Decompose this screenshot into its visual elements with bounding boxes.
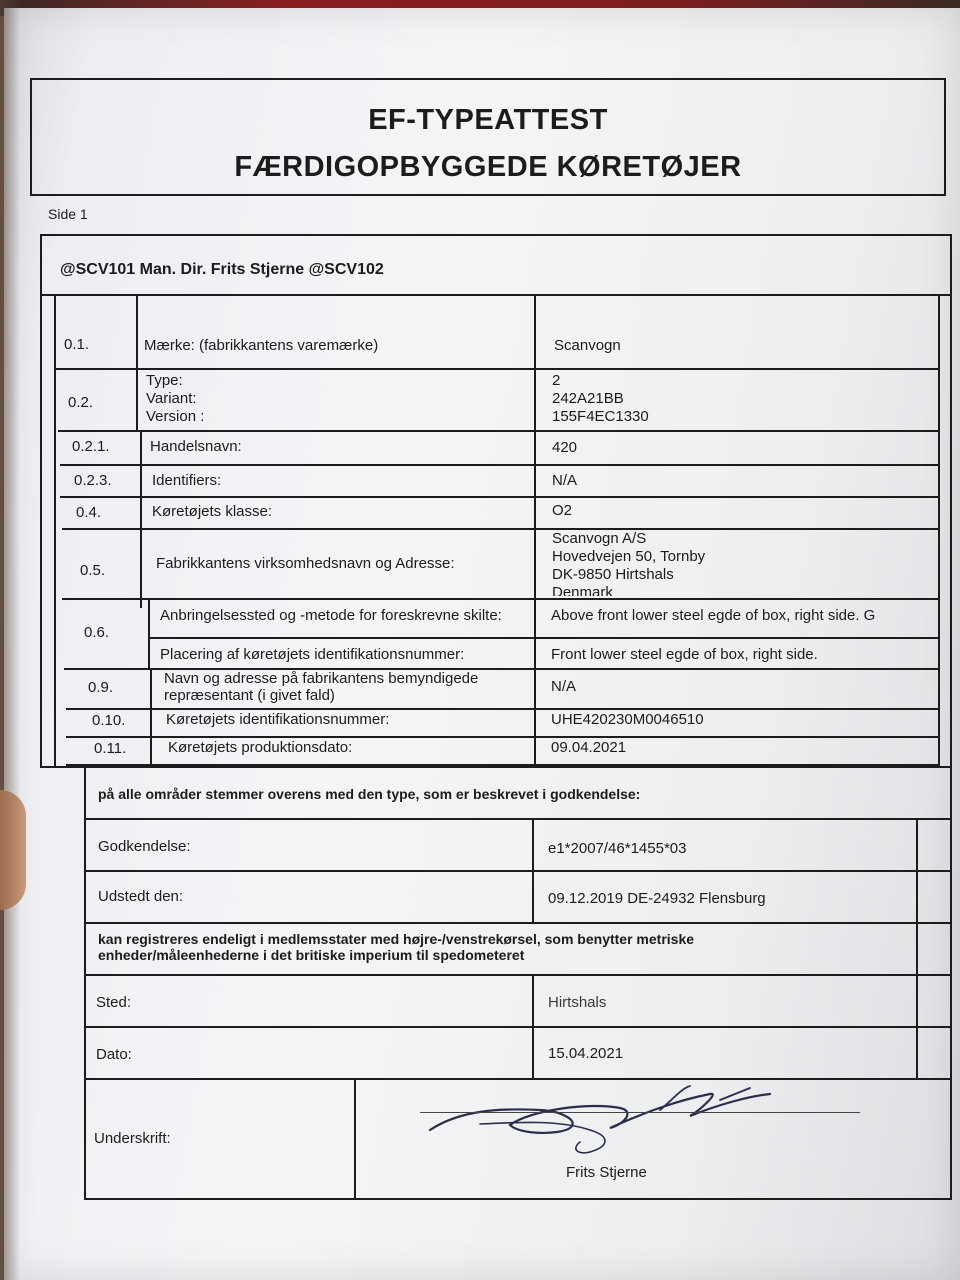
- row-divider: [56, 368, 940, 370]
- row-label: Handelsnavn:: [150, 438, 242, 455]
- row-value: Denmark: [552, 584, 613, 596]
- issuer-row: [42, 236, 950, 296]
- registration-statement-line: enheder/måleenhederne i det britiske imperium til spedometeret: [98, 947, 525, 963]
- date-label: Dato:: [96, 1046, 132, 1063]
- row-label: Køretøjets identifikationsnummer:: [166, 711, 390, 728]
- section-right-border: [916, 818, 918, 1078]
- issuer-text: @SCV101 Man. Dir. Frits Stjerne @SCV102: [60, 261, 384, 278]
- value-column-divider: [532, 818, 534, 922]
- table-right-border: [938, 296, 940, 766]
- row-label: Anbringelsessted og -metode for foreskrevne skilte:: [160, 607, 502, 624]
- row-divider: [150, 637, 940, 639]
- section-divider: [86, 1026, 952, 1028]
- row-divider: [62, 528, 940, 530]
- row-divider: [62, 598, 940, 600]
- date-value: 15.04.2021: [548, 1045, 624, 1062]
- row-number: 0.9.: [88, 679, 114, 696]
- row-value: 420: [552, 439, 578, 456]
- approval-number: e1*2007/46*1455*03: [548, 840, 687, 857]
- document-subtitle: FÆRDIGOPBYGGEDE KØRETØJER: [234, 151, 742, 183]
- row-value: DK-9850 Hirtshals: [552, 566, 674, 583]
- number-column-divider: [136, 296, 138, 431]
- table-left-border: [54, 296, 56, 766]
- number-column-divider: [150, 668, 152, 766]
- signatory-name: Frits Stjerne: [566, 1164, 647, 1181]
- row-divider: [60, 496, 940, 498]
- row-value: Scanvogn A/S: [552, 530, 647, 547]
- row-value: 09.04.2021: [551, 739, 627, 756]
- row-label: Fabrikkantens virksomhedsnavn og Adresse:: [156, 555, 455, 572]
- row-label: Type:: [146, 372, 183, 389]
- row-number: 0.2.3.: [74, 472, 112, 489]
- number-column-divider: [148, 598, 150, 668]
- row-label: Version :: [146, 408, 205, 425]
- row-value: 155F4EC1330: [552, 408, 649, 425]
- place-label: Sted:: [96, 994, 132, 1011]
- section-divider: [86, 818, 952, 820]
- row-divider: [66, 708, 940, 710]
- finger-holding-paper: [0, 790, 26, 910]
- row-value: N/A: [551, 678, 577, 695]
- value-column-divider: [532, 974, 534, 1078]
- row-value: Front lower steel egde of box, right side.: [551, 646, 818, 663]
- row-number: 0.5.: [80, 562, 106, 579]
- row-value: 242A21BB: [552, 390, 624, 407]
- row-value: Above front lower steel egde of box, right side. G: [551, 607, 876, 624]
- row-divider: [58, 430, 940, 432]
- row-number: 0.2.: [68, 394, 94, 411]
- row-label: Navn og adresse på fabrikantens bemyndigede: [164, 670, 479, 687]
- row-label: Køretøjets produktionsdato:: [168, 739, 353, 756]
- row-label: Placering af køretøjets identifikationsnummer:: [160, 646, 465, 663]
- row-value: UHE420230M0046510: [551, 711, 704, 728]
- row-number: 0.1.: [64, 336, 90, 353]
- row-label: Køretøjets klasse:: [152, 503, 273, 520]
- value-column-divider: [534, 296, 536, 766]
- row-number: 0.10.: [92, 712, 126, 729]
- row-value: Hovedvejen 50, Tornby: [552, 548, 706, 565]
- row-value: O2: [552, 502, 573, 519]
- row-value: N/A: [552, 472, 578, 489]
- section-divider: [86, 870, 952, 872]
- signature-label: Underskrift:: [94, 1130, 171, 1147]
- row-label: Identifiers:: [152, 472, 222, 489]
- registration-statement-line: kan registreres endeligt i medlemsstater med højre-/venstrekørsel, som benytter metriske: [98, 931, 695, 947]
- section-divider: [86, 922, 952, 924]
- section-divider: [86, 974, 952, 976]
- row-label: Variant:: [146, 390, 197, 407]
- row-divider: [66, 764, 940, 766]
- row-divider: [66, 736, 940, 738]
- issued-value: 09.12.2019 DE-24932 Flensburg: [548, 890, 766, 907]
- title-box: [30, 78, 946, 196]
- signature-line: [420, 1112, 860, 1113]
- left-shadow: [0, 0, 20, 1280]
- handwritten-signature: [420, 1080, 860, 1160]
- row-value: Scanvogn: [554, 337, 621, 354]
- signature-column-divider: [354, 1078, 356, 1198]
- row-divider: [60, 464, 940, 466]
- document-title: EF-TYPEATTEST: [368, 104, 608, 136]
- row-number: 0.6.: [84, 624, 110, 641]
- page-number: Side 1: [48, 206, 88, 222]
- row-number: 0.2.1.: [72, 438, 110, 455]
- issued-label: Udstedt den:: [98, 888, 184, 905]
- row-label: Mærke: (fabrikkantens varemærke): [144, 337, 379, 354]
- place-value: Hirtshals: [548, 994, 607, 1011]
- row-value: 2: [552, 372, 561, 389]
- conformity-statement: på alle områder stemmer overens med den type, som er beskrevet i godkendelse:: [98, 786, 641, 802]
- row-number: 0.4.: [76, 504, 102, 521]
- number-column-divider: [140, 430, 142, 608]
- row-label: repræsentant (i givet fald): [164, 687, 335, 704]
- row-number: 0.11.: [94, 740, 127, 757]
- approval-label: Godkendelse:: [98, 838, 191, 855]
